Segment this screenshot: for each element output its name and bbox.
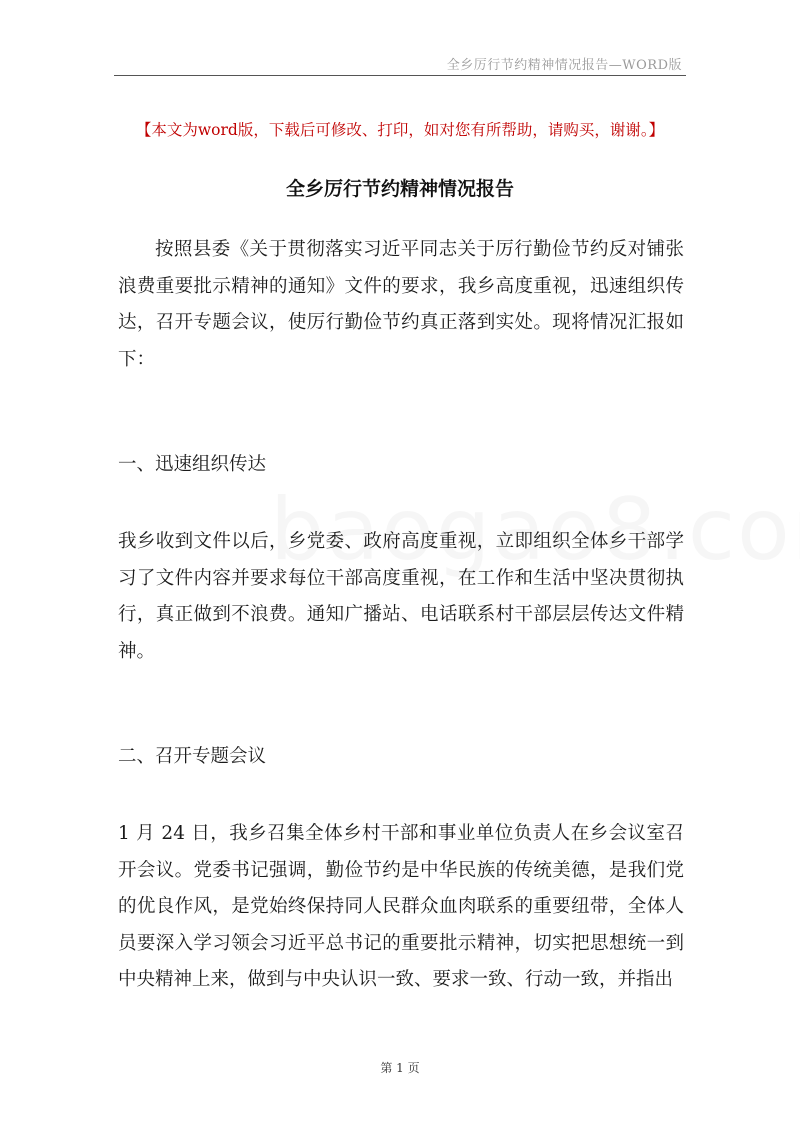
section-body-1: 我乡收到文件以后，乡党委、政府高度重视，立即组织全体乡干部学习了文件内容并要求每位干部高度重视，在工作和生活中坚决贯彻执行，真正做到不浪费。通知广播站、电话联系村干部层层传达文件精神。 [118, 531, 684, 662]
section-body-2: 1 月 24 日，我乡召集全体乡村干部和事业单位负责人在乡会议室召开会议。党委书记强调，勤俭节约是中华民族的传统美德，是我们党的优良作风，是党始终保持同人民群众血肉联系的重要纽带，全体人员要深入学习领会习近平总书记的重要批示精神，切实把思想统一到中央精神上来，做到与中央认识一致、要求一致、行动一致，并指出 [118, 823, 684, 990]
intro-paragraph: 按照县委《关于贯彻落实习近平同志关于厉行勤俭节约反对铺张浪费重要批示精神的通知》文件的要求，我乡高度重视，迅速组织传达，召开专题会议，使厉行勤俭节约真正落到实处。现将情况汇报如下： [118, 239, 684, 370]
section-heading-2: 二、召开专题会议 [118, 746, 267, 767]
purchase-notice: 【本文为word版，下载后可修改、打印，如对您有所帮助，请购买，谢谢。】 [135, 121, 665, 139]
document-title: 全乡厉行节约精神情况报告 [285, 178, 514, 200]
running-header: 全乡厉行节约精神情况报告—WORD版 [446, 58, 682, 73]
page-number: 第 1 页 [380, 1061, 420, 1075]
header-divider [114, 75, 686, 76]
section-heading-1: 一、迅速组织传达 [118, 454, 267, 475]
